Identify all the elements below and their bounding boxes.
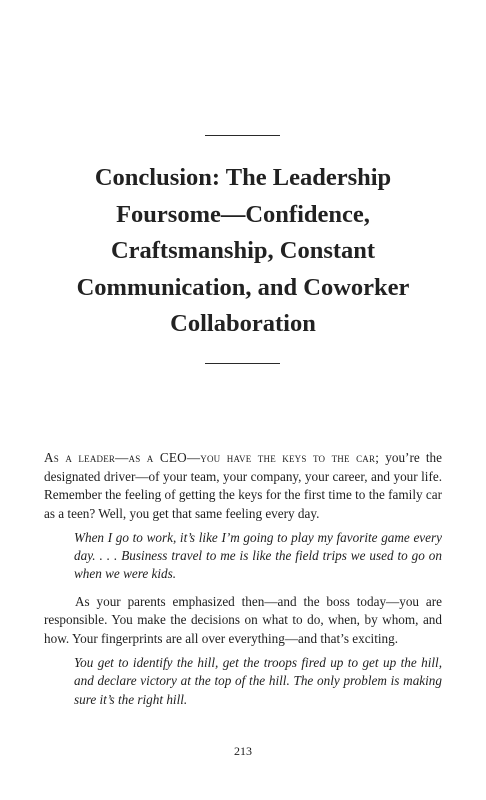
body-text xyxy=(44,449,442,718)
chapter-title-line: Collaboration xyxy=(170,310,316,337)
bottom-divider xyxy=(205,363,280,364)
small-caps-lead-in: As a leader—as a CEO—you have the keys to the car; xyxy=(44,450,380,465)
block-quote: When I go to work, it’s like I’m going to play my favorite game every day. . . . Business travel to me is like the field trips we used to go on when we were kids. xyxy=(74,530,442,582)
top-divider xyxy=(205,135,280,136)
chapter-title-line: Craftsmanship, Constant xyxy=(110,237,376,264)
page-number: 213 xyxy=(234,744,252,758)
opening-paragraph xyxy=(44,449,442,523)
chapter-title-line: Foursome—Confidence, xyxy=(116,200,370,228)
body-paragraph: As your parents emphasized then—and the boss today—you are responsible. You make the decisions on what to do, when, by whom, and how. Your fingerprints are all over everything—and that’s exciting. xyxy=(44,593,442,646)
opening-paragraph-text: you’re the designated driver—of your team, your company, your career, and your life. Remember the feeling of getting the keys for the first time to the family car as a teen? Well, you get that same feeling every day. xyxy=(44,450,442,521)
chapter-title xyxy=(44,160,442,343)
chapter-title-line: Conclusion: The Leadership xyxy=(94,164,392,191)
chapter-title-line: Communication, and Coworker xyxy=(76,273,410,301)
block-quote: You get to identify the hill, get the troops fired up to get up the hill, and declare victory at the top of the hill. The only problem is making sure it’s the right hill. xyxy=(74,655,442,707)
